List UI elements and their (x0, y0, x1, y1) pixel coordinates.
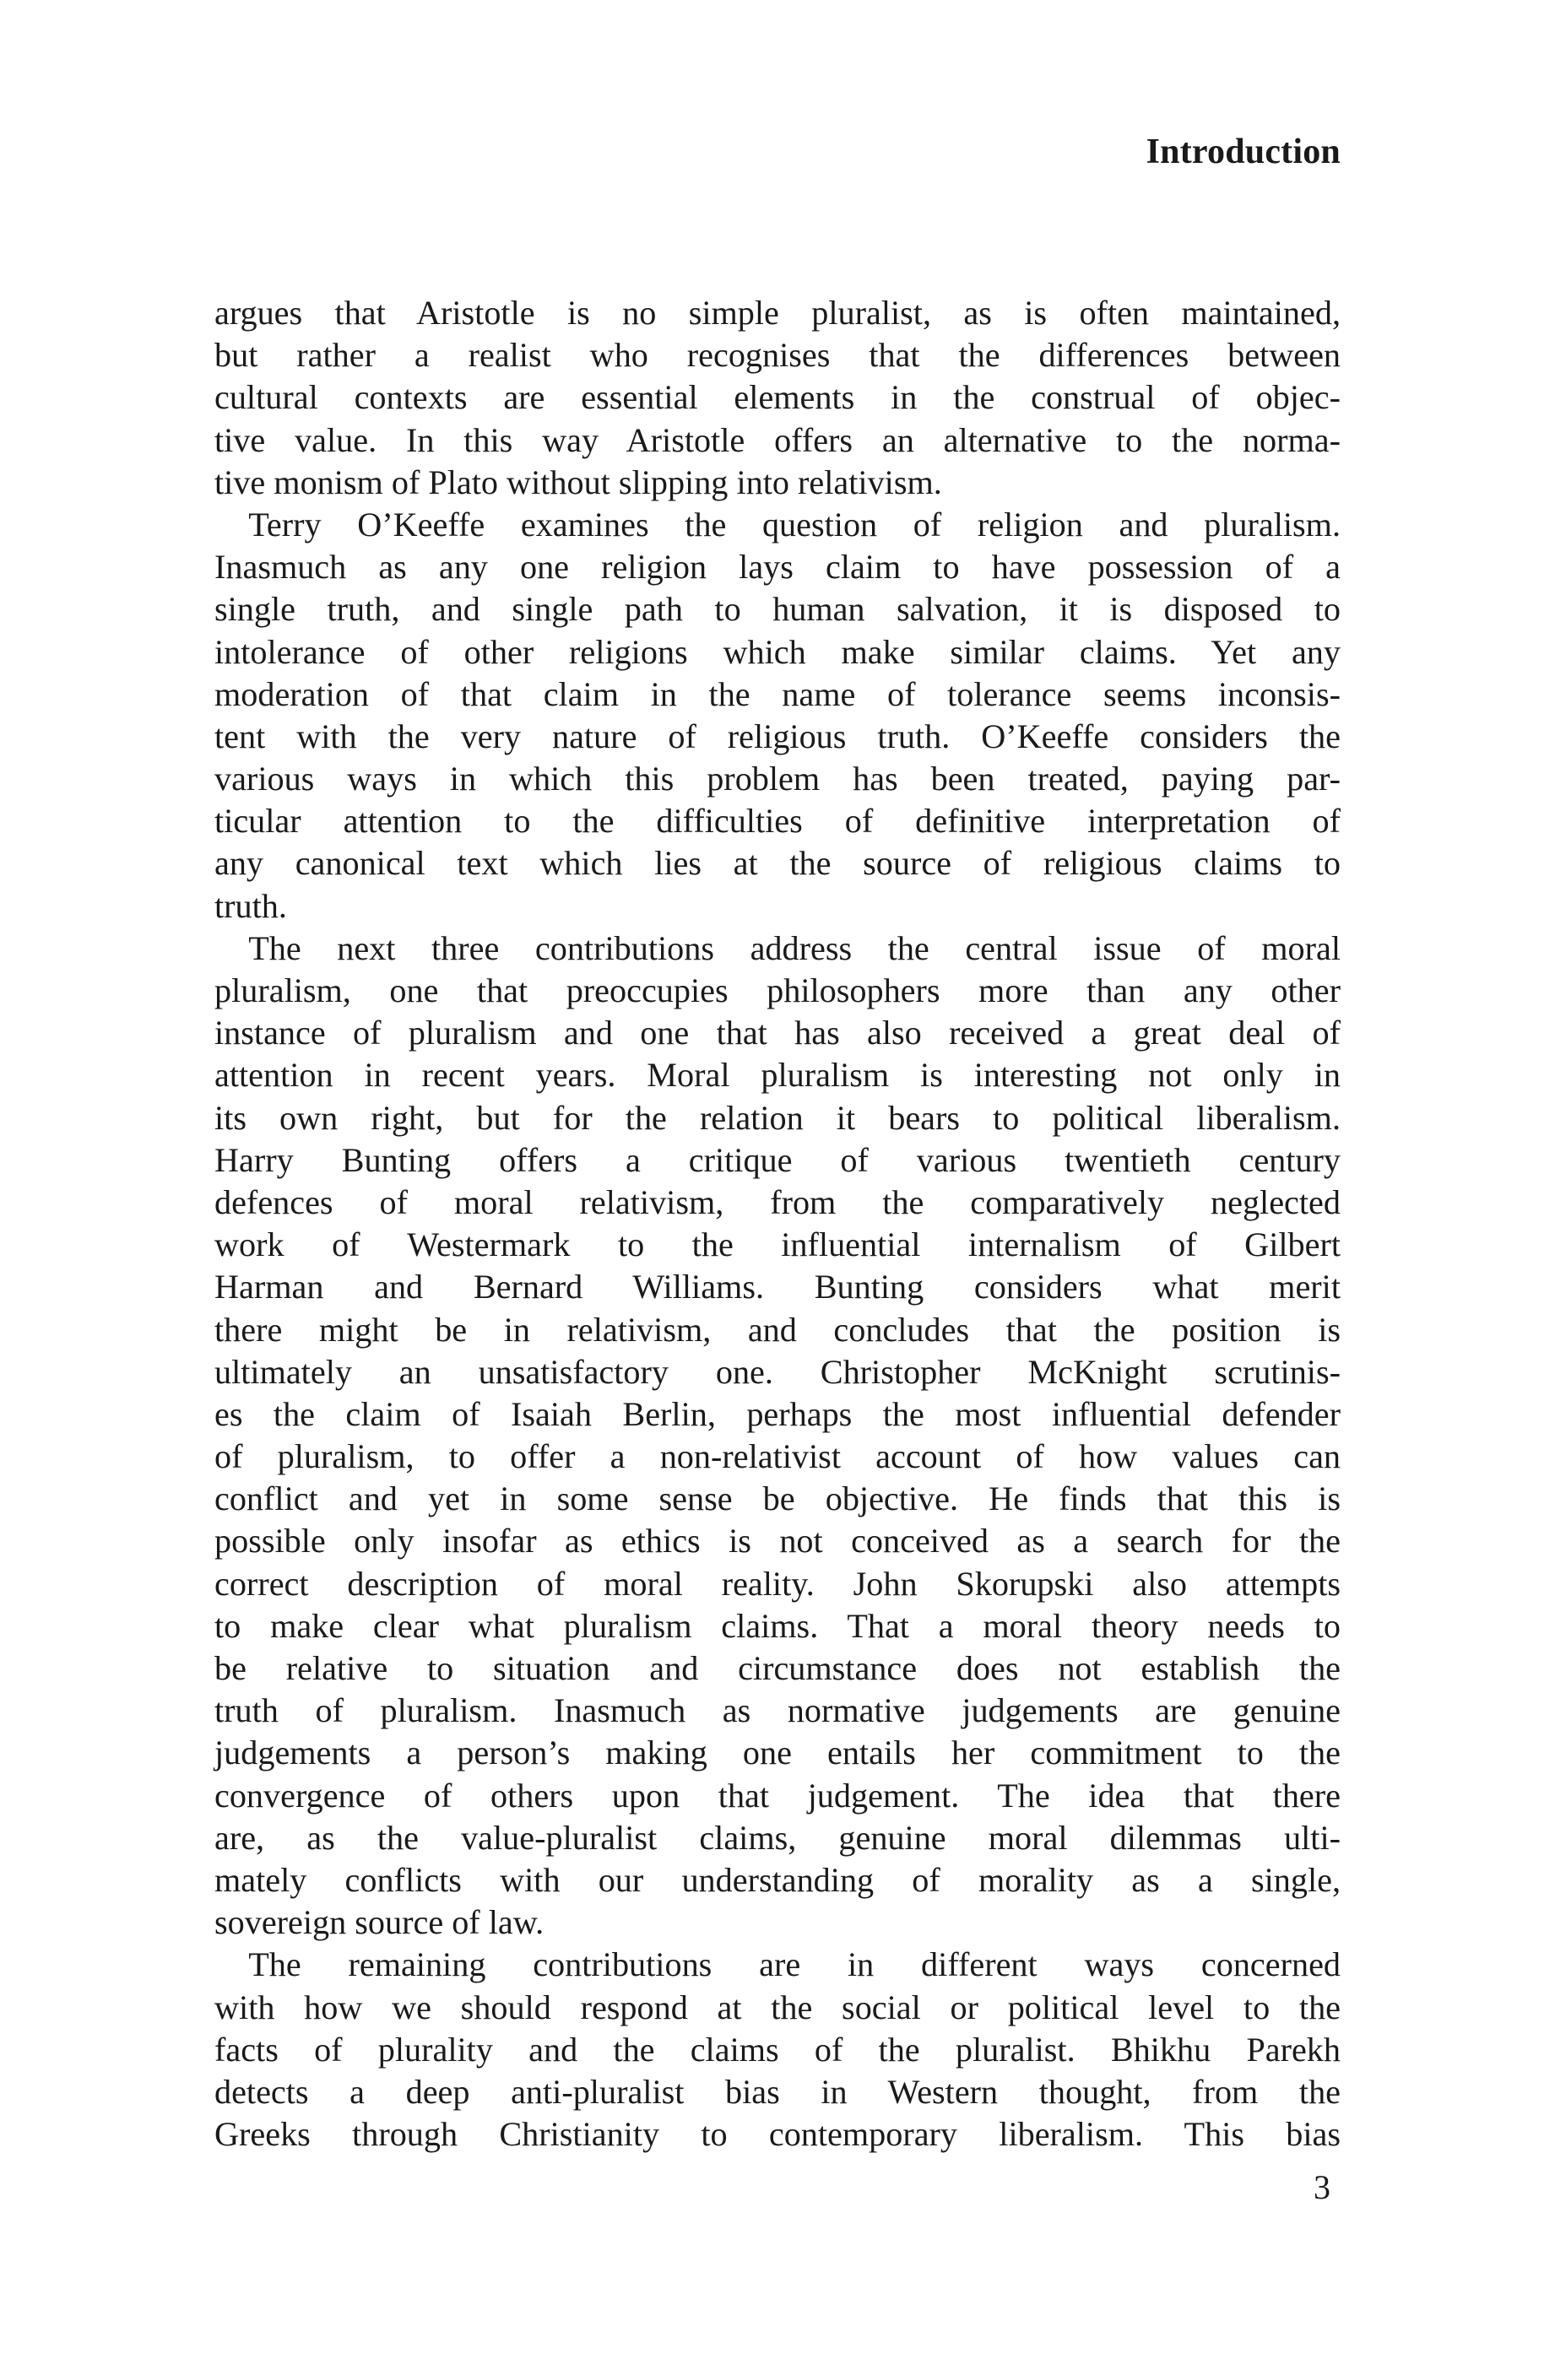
text-line: its own right, but for the relation it bears to political liberalism. (214, 1098, 1341, 1137)
text-line: of pluralism, to offer a non-relativist account of how values can (214, 1437, 1341, 1476)
text-line: correct description of moral reality. John Skorupski also attempts (214, 1564, 1341, 1603)
text-line: judgements a person’s making one entails her commitment to the (214, 1734, 1341, 1772)
text-line: tent with the very nature of religious truth. O’Keeffe considers the (214, 717, 1341, 755)
text-line: but rather a realist who recognises that the differences between (214, 336, 1341, 375)
text-line: facts of plurality and the claims of the pluralist. Bhikhu Parekh (214, 2030, 1341, 2069)
text-line: The next three contributions address the central issue of moral (248, 928, 1341, 967)
text-line: to make clear what pluralism claims. That a moral theory needs to (214, 1606, 1341, 1645)
paragraph (214, 928, 1341, 1945)
text-line: single truth, and single path to human salvation, it is disposed to (214, 590, 1341, 629)
text-line: es the claim of Isaiah Berlin, perhaps the most influential defender (214, 1394, 1341, 1433)
text-line: intolerance of other religions which make similar claims. Yet any (214, 632, 1341, 671)
text-line: any canonical text which lies at the source of religious claims to (214, 844, 1341, 883)
text-line: convergence of others upon that judgement. The idea that there (214, 1776, 1341, 1815)
text-line: ticular attention to the difficulties of definitive interpretation of (214, 802, 1341, 841)
text-line: Harry Bunting offers a critique of various twentieth century (214, 1140, 1341, 1179)
text-line: mately conflicts with our understanding of morality as a single, (214, 1860, 1341, 1899)
text-line: defences of moral relativism, from the comparatively neglected (214, 1182, 1341, 1221)
text-line: truth of pluralism. Inasmuch as normative judgements are genuine (214, 1691, 1341, 1730)
text-line: Inasmuch as any one religion lays claim to have possession of a (214, 548, 1341, 587)
text-line: truth. (214, 886, 287, 925)
paragraph (214, 292, 1341, 504)
text-line: conflict and yet in some sense be objective. He finds that this is (214, 1479, 1341, 1518)
text-line: cultural contexts are essential elements in the construal of objec- (214, 378, 1341, 417)
text-line: tive value. In this way Aristotle offers an alternative to the norma- (214, 420, 1341, 459)
paragraph (214, 1944, 1341, 2156)
text-line: attention in recent years. Moral pluralism is interesting not only in (214, 1056, 1341, 1095)
text-line: instance of pluralism and one that has also received a great deal of (214, 1014, 1341, 1052)
body-text (214, 292, 1341, 2156)
text-line: argues that Aristotle is no simple pluralist, as is often maintained, (214, 294, 1341, 332)
text-line: be relative to situation and circumstance does not establish the (214, 1649, 1341, 1687)
text-line: The remaining contributions are in different ways concerned (248, 1945, 1341, 1984)
text-line: there might be in relativism, and concludes that the position is (214, 1310, 1341, 1349)
text-line: are, as the value-pluralist claims, genuine moral dilemmas ulti- (214, 1818, 1341, 1857)
text-line: with how we should respond at the social or political level to the (214, 1988, 1341, 2026)
text-line: Terry O’Keeffe examines the question of religion and pluralism. (248, 505, 1341, 544)
text-line: Harman and Bernard Williams. Bunting considers what merit (214, 1268, 1341, 1306)
text-line: pluralism, one that preoccupies philosophers more than any other (214, 971, 1341, 1009)
page-number: 3 (1314, 2168, 1330, 2206)
text-line: various ways in which this problem has been treated, paying par- (214, 760, 1341, 798)
text-line: tive monism of Plato without slipping into relativism. (214, 462, 942, 501)
text-line: moderation of that claim in the name of tolerance seems inconsis- (214, 674, 1341, 713)
text-line: work of Westermark to the influential internalism of Gilbert (214, 1225, 1341, 1264)
text-line: Greeks through Christianity to contemporary liberalism. This bias (214, 2115, 1341, 2154)
text-line: possible only insofar as ethics is not conceived as a search for the (214, 1522, 1341, 1561)
paragraph (214, 504, 1341, 928)
text-line: ultimately an unsatisfactory one. Christopher McKnight scrutinis- (214, 1352, 1341, 1391)
text-line: detects a deep anti-pluralist bias in Western thought, from the (214, 2072, 1341, 2111)
running-head-title: Introduction (1146, 133, 1341, 171)
text-line: sovereign source of law. (214, 1903, 545, 1942)
